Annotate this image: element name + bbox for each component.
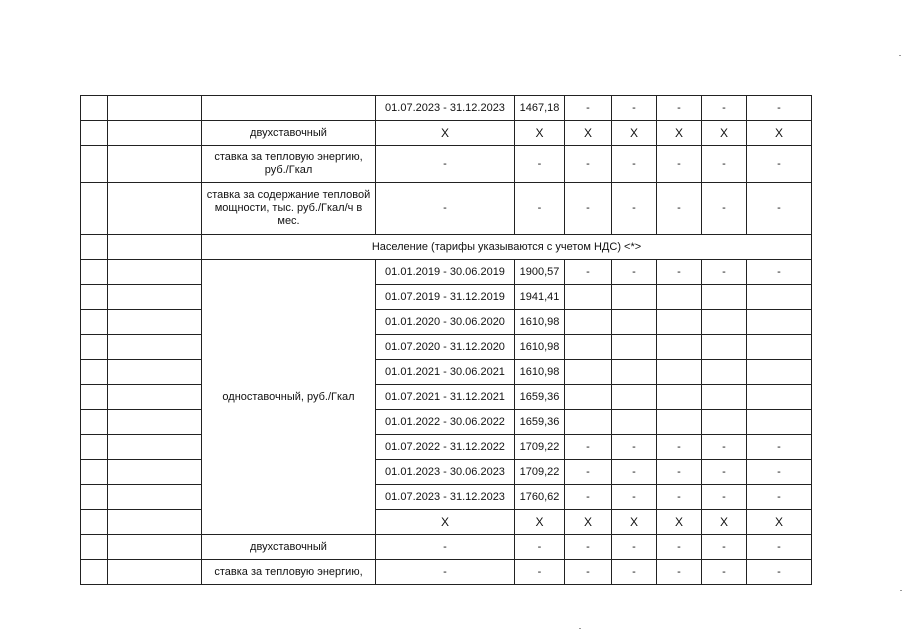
dash-cell: - bbox=[612, 96, 657, 121]
empty-cell bbox=[702, 360, 747, 385]
cell-org bbox=[108, 360, 202, 385]
dash-cell: - bbox=[657, 146, 702, 183]
dash-cell: - bbox=[612, 435, 657, 460]
empty-cell bbox=[747, 385, 812, 410]
empty-cell bbox=[657, 310, 702, 335]
cell-org bbox=[108, 335, 202, 360]
value-cell: 1659,36 bbox=[515, 410, 565, 435]
table-row bbox=[81, 260, 812, 285]
cell-org bbox=[108, 510, 202, 535]
table-row bbox=[81, 360, 812, 385]
x-cell: X bbox=[657, 510, 702, 535]
empty-cell bbox=[657, 285, 702, 310]
cell-num bbox=[81, 560, 108, 585]
dash-cell: - bbox=[657, 183, 702, 235]
tariff-type-label: двухставочный bbox=[202, 535, 376, 560]
value-cell: 1610,98 bbox=[515, 335, 565, 360]
x-cell: X bbox=[612, 121, 657, 146]
table-row bbox=[81, 335, 812, 360]
x-cell: X bbox=[702, 121, 747, 146]
dash-cell: - bbox=[702, 260, 747, 285]
tariff-type-label: ставка за тепловую энергию, руб./Гкал bbox=[202, 146, 376, 183]
scan-artifact bbox=[900, 590, 902, 591]
cell-num bbox=[81, 285, 108, 310]
table-row bbox=[81, 183, 812, 235]
dash-cell: - bbox=[612, 535, 657, 560]
dash-cell: - bbox=[515, 535, 565, 560]
cell-type bbox=[202, 96, 376, 121]
dash-cell: - bbox=[612, 560, 657, 585]
empty-cell bbox=[702, 285, 747, 310]
cell-num bbox=[81, 183, 108, 235]
dash-cell: - bbox=[747, 146, 812, 183]
section-row bbox=[81, 235, 812, 260]
cell-org bbox=[108, 285, 202, 310]
value-cell: 1610,98 bbox=[515, 310, 565, 335]
cell-org bbox=[108, 560, 202, 585]
empty-cell bbox=[565, 360, 612, 385]
cell-org bbox=[108, 183, 202, 235]
cell-num bbox=[81, 460, 108, 485]
period-cell: 01.01.2023 - 30.06.2023 bbox=[376, 460, 515, 485]
dash-cell: - bbox=[376, 560, 515, 585]
dash-cell: - bbox=[702, 485, 747, 510]
dash-cell: - bbox=[565, 485, 612, 510]
dash-cell: - bbox=[657, 260, 702, 285]
section-header: Население (тарифы указываются с учетом НДС) <*> bbox=[202, 235, 812, 260]
scan-artifact bbox=[899, 55, 901, 56]
dash-cell: - bbox=[657, 535, 702, 560]
empty-cell bbox=[612, 410, 657, 435]
x-cell: X bbox=[515, 121, 565, 146]
dash-cell: - bbox=[565, 146, 612, 183]
cell-org bbox=[108, 96, 202, 121]
period-cell: 01.01.2021 - 30.06.2021 bbox=[376, 360, 515, 385]
dash-cell: - bbox=[747, 183, 812, 235]
x-cell: X bbox=[565, 121, 612, 146]
empty-cell bbox=[657, 385, 702, 410]
period-cell: 01.07.2023 - 31.12.2023 bbox=[376, 485, 515, 510]
dash-cell: - bbox=[657, 96, 702, 121]
dash-cell: - bbox=[376, 146, 515, 183]
dash-cell: - bbox=[565, 535, 612, 560]
dash-cell: - bbox=[565, 183, 612, 235]
value-cell: 1941,41 bbox=[515, 285, 565, 310]
cell-org bbox=[108, 535, 202, 560]
cell-num bbox=[81, 121, 108, 146]
empty-cell bbox=[565, 335, 612, 360]
scan-artifact bbox=[579, 628, 581, 629]
dash-cell: - bbox=[702, 146, 747, 183]
dash-cell: - bbox=[702, 435, 747, 460]
empty-cell bbox=[612, 360, 657, 385]
empty-cell bbox=[747, 410, 812, 435]
dash-cell: - bbox=[565, 460, 612, 485]
empty-cell bbox=[702, 385, 747, 410]
tariff-type-label: ставка за тепловую энергию, bbox=[202, 560, 376, 585]
dash-cell: - bbox=[702, 96, 747, 121]
cell-num bbox=[81, 360, 108, 385]
table-row bbox=[81, 460, 812, 485]
empty-cell bbox=[657, 335, 702, 360]
empty-cell bbox=[702, 310, 747, 335]
empty-cell bbox=[657, 360, 702, 385]
cell-org bbox=[108, 235, 202, 260]
x-cell: X bbox=[702, 510, 747, 535]
empty-cell bbox=[657, 410, 702, 435]
value-cell: 1709,22 bbox=[515, 460, 565, 485]
table-row bbox=[81, 96, 812, 121]
period-cell: 01.01.2019 - 30.06.2019 bbox=[376, 260, 515, 285]
table-row bbox=[81, 410, 812, 435]
dash-cell: - bbox=[612, 183, 657, 235]
cell-num bbox=[81, 435, 108, 460]
table-row bbox=[81, 121, 812, 146]
dash-cell: - bbox=[702, 183, 747, 235]
tariff-type-label: двухставочный bbox=[202, 121, 376, 146]
period-cell: 01.01.2020 - 30.06.2020 bbox=[376, 310, 515, 335]
empty-cell bbox=[702, 410, 747, 435]
empty-cell bbox=[702, 335, 747, 360]
cell-num bbox=[81, 235, 108, 260]
period-cell: 01.07.2023 - 31.12.2023 bbox=[376, 96, 515, 121]
cell-org bbox=[108, 485, 202, 510]
dash-cell: - bbox=[702, 560, 747, 585]
cell-org bbox=[108, 410, 202, 435]
cell-num bbox=[81, 96, 108, 121]
dash-cell: - bbox=[747, 535, 812, 560]
empty-cell bbox=[565, 285, 612, 310]
value-cell: 1659,36 bbox=[515, 385, 565, 410]
dash-cell: - bbox=[515, 146, 565, 183]
value-cell: 1900,57 bbox=[515, 260, 565, 285]
value-cell: 1610,98 bbox=[515, 360, 565, 385]
x-cell: X bbox=[657, 121, 702, 146]
table-row bbox=[81, 146, 812, 183]
cell-num bbox=[81, 146, 108, 183]
empty-cell bbox=[612, 310, 657, 335]
empty-cell bbox=[747, 335, 812, 360]
empty-cell bbox=[565, 310, 612, 335]
empty-cell bbox=[747, 360, 812, 385]
dash-cell: - bbox=[702, 535, 747, 560]
table-row bbox=[81, 310, 812, 335]
cell-org bbox=[108, 460, 202, 485]
dash-cell: - bbox=[612, 146, 657, 183]
dash-cell: - bbox=[657, 560, 702, 585]
dash-cell: - bbox=[657, 460, 702, 485]
cell-org bbox=[108, 385, 202, 410]
dash-cell: - bbox=[747, 260, 812, 285]
period-cell: 01.07.2022 - 31.12.2022 bbox=[376, 435, 515, 460]
table-row bbox=[81, 510, 812, 535]
cell-num bbox=[81, 510, 108, 535]
x-cell: X bbox=[612, 510, 657, 535]
table-row bbox=[81, 385, 812, 410]
period-cell: 01.01.2022 - 30.06.2022 bbox=[376, 410, 515, 435]
empty-cell bbox=[612, 335, 657, 360]
dash-cell: - bbox=[747, 560, 812, 585]
dash-cell: - bbox=[376, 183, 515, 235]
dash-cell: - bbox=[565, 435, 612, 460]
cell-num bbox=[81, 385, 108, 410]
cell-num bbox=[81, 335, 108, 360]
cell-org bbox=[108, 260, 202, 285]
x-cell: X bbox=[747, 121, 812, 146]
dash-cell: - bbox=[565, 260, 612, 285]
cell-org bbox=[108, 310, 202, 335]
dash-cell: - bbox=[657, 485, 702, 510]
x-cell: X bbox=[747, 510, 812, 535]
value-cell: 1467,18 bbox=[515, 96, 565, 121]
dash-cell: - bbox=[515, 183, 565, 235]
period-cell: 01.07.2021 - 31.12.2021 bbox=[376, 385, 515, 410]
empty-cell bbox=[565, 385, 612, 410]
table-row bbox=[81, 535, 812, 560]
x-cell: X bbox=[515, 510, 565, 535]
dash-cell: - bbox=[376, 535, 515, 560]
empty-cell bbox=[747, 310, 812, 335]
value-cell: 1760,62 bbox=[515, 485, 565, 510]
cell-org bbox=[108, 121, 202, 146]
dash-cell: - bbox=[612, 460, 657, 485]
tariff-type-label: одноставочный, руб./Гкал bbox=[202, 260, 376, 535]
period-cell: 01.07.2020 - 31.12.2020 bbox=[376, 335, 515, 360]
dash-cell: - bbox=[565, 560, 612, 585]
empty-cell bbox=[747, 285, 812, 310]
x-cell: X bbox=[565, 510, 612, 535]
dash-cell: - bbox=[612, 485, 657, 510]
dash-cell: - bbox=[657, 435, 702, 460]
empty-cell bbox=[565, 410, 612, 435]
cell-num bbox=[81, 260, 108, 285]
cell-org bbox=[108, 146, 202, 183]
period-cell: 01.07.2019 - 31.12.2019 bbox=[376, 285, 515, 310]
dash-cell: - bbox=[515, 560, 565, 585]
dash-cell: - bbox=[612, 260, 657, 285]
table-row bbox=[81, 435, 812, 460]
empty-cell bbox=[612, 385, 657, 410]
value-cell: 1709,22 bbox=[515, 435, 565, 460]
empty-cell bbox=[612, 285, 657, 310]
dash-cell: - bbox=[565, 96, 612, 121]
dash-cell: - bbox=[747, 435, 812, 460]
dash-cell: - bbox=[747, 460, 812, 485]
cell-num bbox=[81, 535, 108, 560]
cell-num bbox=[81, 485, 108, 510]
cell-org bbox=[108, 435, 202, 460]
x-cell: X bbox=[376, 121, 515, 146]
tariff-table bbox=[80, 95, 812, 585]
dash-cell: - bbox=[747, 96, 812, 121]
dash-cell: - bbox=[747, 485, 812, 510]
tariff-type-label: ставка за содержание тепловой мощности, тыс. руб./Гкал/ч в мес. bbox=[202, 183, 376, 235]
cell-num bbox=[81, 410, 108, 435]
dash-cell: - bbox=[702, 460, 747, 485]
cell-num bbox=[81, 310, 108, 335]
table-row bbox=[81, 560, 812, 585]
table-row bbox=[81, 485, 812, 510]
table-row bbox=[81, 285, 812, 310]
x-cell: X bbox=[376, 510, 515, 535]
